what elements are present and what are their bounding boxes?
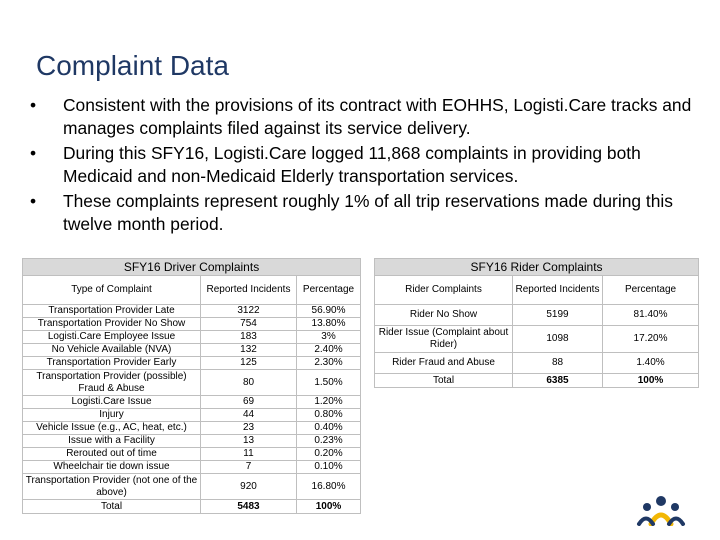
table-row bbox=[23, 448, 361, 461]
incident-count: 132 bbox=[201, 344, 297, 357]
table-row bbox=[23, 357, 361, 370]
complaint-type: No Vehicle Available (NVA) bbox=[23, 344, 201, 357]
table-row bbox=[23, 305, 361, 318]
percentage: 1.50% bbox=[297, 370, 361, 396]
total-percentage: 100% bbox=[297, 500, 361, 514]
incident-count: 44 bbox=[201, 409, 297, 422]
column-header: Reported Incidents bbox=[513, 276, 603, 305]
incident-count: 125 bbox=[201, 357, 297, 370]
percentage: 0.40% bbox=[297, 422, 361, 435]
table-row bbox=[23, 435, 361, 448]
table-row bbox=[375, 326, 699, 353]
complaint-type: Transportation Provider No Show bbox=[23, 318, 201, 331]
complaint-type: Logisti.Care Employee Issue bbox=[23, 331, 201, 344]
logo-head-center bbox=[656, 496, 666, 506]
complaint-type: Injury bbox=[23, 409, 201, 422]
bullet-item: • During this SFY16, Logisti.Care logged 11,868 complaints in providing both Medicaid and non-Medicaid Elderly transportation services. bbox=[28, 142, 700, 187]
column-header: Rider Complaints bbox=[375, 276, 513, 305]
percentage: 0.23% bbox=[297, 435, 361, 448]
complaint-type: Transportation Provider Late bbox=[23, 305, 201, 318]
incident-count: 183 bbox=[201, 331, 297, 344]
percentage: 13.80% bbox=[297, 318, 361, 331]
complaint-type: Wheelchair tie down issue bbox=[23, 461, 201, 474]
column-header: Reported Incidents bbox=[201, 276, 297, 305]
total-count: 5483 bbox=[201, 500, 297, 514]
percentage: 17.20% bbox=[603, 326, 699, 353]
percentage: 2.30% bbox=[297, 357, 361, 370]
percentage: 0.10% bbox=[297, 461, 361, 474]
complaint-type: Logisti.Care Issue bbox=[23, 396, 201, 409]
complaint-type: Transportation Provider (not one of the above) bbox=[23, 474, 201, 500]
table-row bbox=[23, 344, 361, 357]
complaint-type: Transportation Provider (possible) Fraud & Abuse bbox=[23, 370, 201, 396]
page-title: Complaint Data bbox=[36, 50, 229, 81]
table-header-row bbox=[375, 276, 699, 305]
complaint-type: Rider Issue (Complaint about Rider) bbox=[375, 326, 513, 353]
driver-table-title: SFY16 Driver Complaints bbox=[23, 259, 361, 276]
total-label: Total bbox=[23, 500, 201, 514]
logo-head-left bbox=[643, 503, 651, 511]
percentage: 0.80% bbox=[297, 409, 361, 422]
total-row bbox=[375, 374, 699, 388]
table-header-row bbox=[23, 276, 361, 305]
incident-count: 754 bbox=[201, 318, 297, 331]
total-count: 6385 bbox=[513, 374, 603, 388]
complaint-type: Rerouted out of time bbox=[23, 448, 201, 461]
incident-count: 88 bbox=[513, 353, 603, 374]
bullet-item: • These complaints represent roughly 1% of all trip reservations made during this twelve month period. bbox=[28, 190, 700, 235]
complaint-type: Vehicle Issue (e.g., AC, heat, etc.) bbox=[23, 422, 201, 435]
table-row bbox=[23, 396, 361, 409]
column-header: Type of Complaint bbox=[23, 276, 201, 305]
complaint-type: Transportation Provider Early bbox=[23, 357, 201, 370]
incident-count: 3122 bbox=[201, 305, 297, 318]
percentage: 0.20% bbox=[297, 448, 361, 461]
bullet-list bbox=[28, 94, 700, 238]
total-row bbox=[23, 500, 361, 514]
table-row bbox=[375, 353, 699, 374]
rider-table-title: SFY16 Rider Complaints bbox=[375, 259, 699, 276]
table-row bbox=[23, 461, 361, 474]
percentage: 1.20% bbox=[297, 396, 361, 409]
percentage: 81.40% bbox=[603, 305, 699, 326]
total-percentage: 100% bbox=[603, 374, 699, 388]
table-row bbox=[23, 331, 361, 344]
complaint-type: Rider No Show bbox=[375, 305, 513, 326]
driver-complaints-table bbox=[22, 258, 361, 514]
incident-count: 13 bbox=[201, 435, 297, 448]
table-row bbox=[23, 409, 361, 422]
logo-head-right bbox=[671, 503, 679, 511]
logo-body-left bbox=[639, 519, 653, 525]
incident-count: 5199 bbox=[513, 305, 603, 326]
complaint-type: Rider Fraud and Abuse bbox=[375, 353, 513, 374]
bullet-item: • Consistent with the provisions of its contract with EOHHS, Logisti.Care tracks and manages complaints filed against its service delivery. bbox=[28, 94, 700, 139]
incident-count: 920 bbox=[201, 474, 297, 500]
logo-body-right bbox=[669, 519, 683, 525]
logisticare-logo bbox=[636, 494, 686, 526]
incident-count: 11 bbox=[201, 448, 297, 461]
percentage: 1.40% bbox=[603, 353, 699, 374]
incident-count: 1098 bbox=[513, 326, 603, 353]
percentage: 3% bbox=[297, 331, 361, 344]
column-header: Percentage bbox=[297, 276, 361, 305]
complaint-type: Issue with a Facility bbox=[23, 435, 201, 448]
incident-count: 69 bbox=[201, 396, 297, 409]
incident-count: 23 bbox=[201, 422, 297, 435]
total-label: Total bbox=[375, 374, 513, 388]
percentage: 2.40% bbox=[297, 344, 361, 357]
table-row bbox=[23, 474, 361, 500]
table-row bbox=[23, 318, 361, 331]
table-row bbox=[23, 370, 361, 396]
column-header: Percentage bbox=[603, 276, 699, 305]
percentage: 16.80% bbox=[297, 474, 361, 500]
incident-count: 7 bbox=[201, 461, 297, 474]
percentage: 56.90% bbox=[297, 305, 361, 318]
table-row bbox=[375, 305, 699, 326]
table-row bbox=[23, 422, 361, 435]
rider-complaints-table bbox=[374, 258, 699, 388]
incident-count: 80 bbox=[201, 370, 297, 396]
